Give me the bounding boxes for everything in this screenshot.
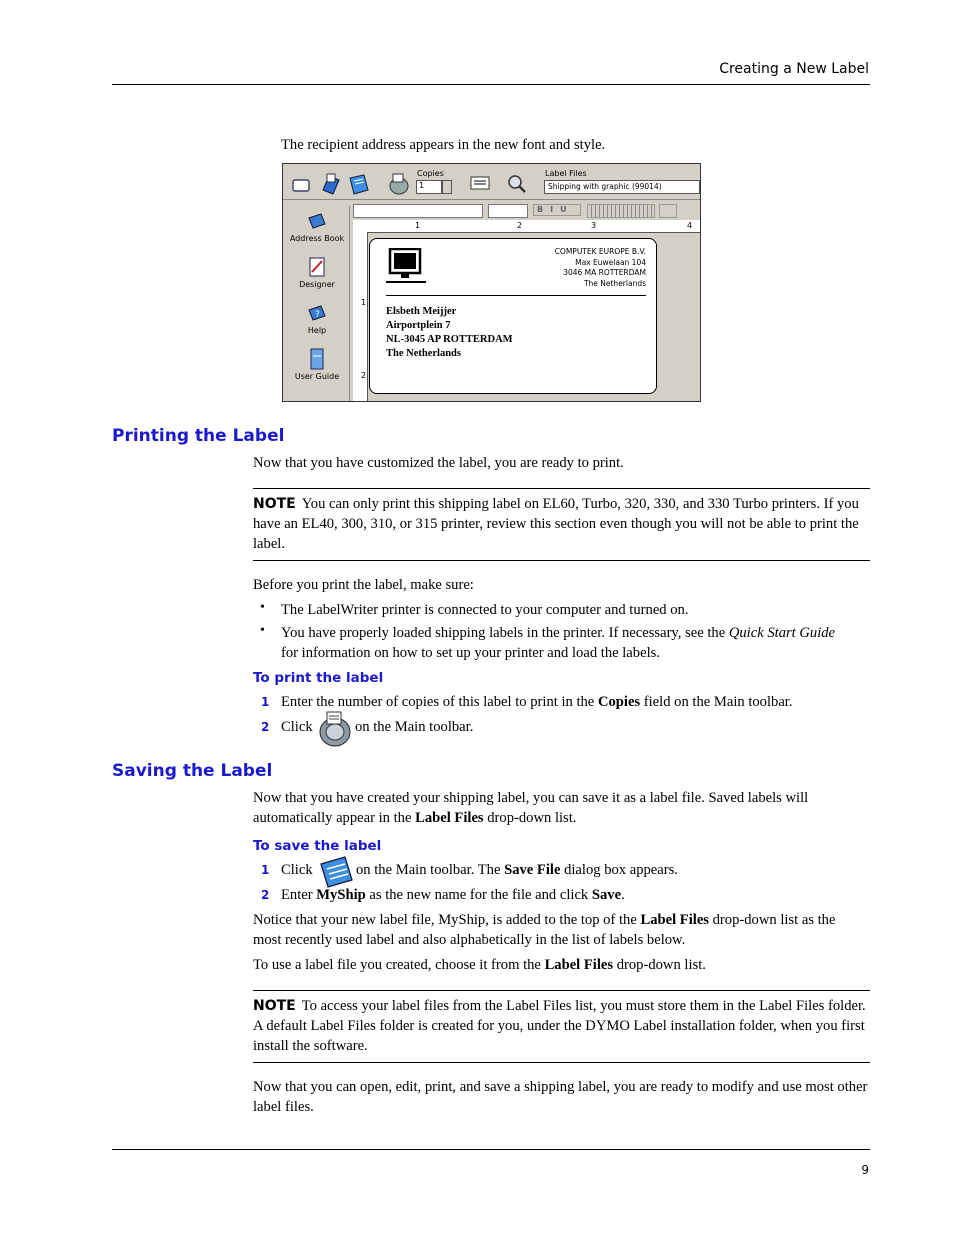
- save-step-1-tail: on the Main toolbar. The Save File dialog box appears.: [356, 862, 678, 878]
- intro-text: The recipient address appears in the new font and style.: [281, 137, 606, 153]
- footer-rule: [112, 1149, 870, 1150]
- saving-intro: Now that you have created your shipping label, you can save it as a label file. Saved labels will automatically appear in the Label Files drop-down list.: [253, 790, 809, 826]
- note-rule-top: [253, 990, 870, 991]
- note-rule-top: [253, 488, 870, 489]
- save-icon: [347, 172, 369, 194]
- app-screenshot: [282, 163, 701, 402]
- header-rule: [112, 84, 870, 85]
- sidebar: [285, 206, 350, 401]
- preview-icon: [505, 172, 527, 194]
- copies-label: Copies: [417, 169, 444, 178]
- style-buttons[interactable]: BIU: [533, 204, 581, 216]
- horizontal-ruler: 1 2 3 4: [353, 220, 700, 233]
- print-icon: [387, 172, 409, 194]
- step-number: 1: [261, 695, 270, 709]
- procedure-heading-print: To print the label: [253, 670, 384, 686]
- label-divider: [386, 295, 646, 296]
- label-tape-icon: [469, 172, 491, 194]
- closing-text: Now that you can open, edit, print, and save a shipping label, you are ready to modify and use most other label files.: [253, 1079, 868, 1115]
- sidebar-item-user-guide[interactable]: User Guide: [285, 348, 349, 381]
- toolbar-divider: [283, 199, 700, 200]
- note-rule-bottom: [253, 1062, 870, 1063]
- font-select[interactable]: [353, 204, 483, 218]
- new-label-icon: [291, 174, 313, 196]
- computer-graphic: [386, 248, 426, 293]
- label-files-dropdown[interactable]: Shipping with graphic (99014): [544, 180, 700, 194]
- sidebar-item-designer[interactable]: Designer: [285, 256, 349, 289]
- vertical-ruler: 1 2: [353, 232, 368, 401]
- format-button[interactable]: [659, 204, 677, 218]
- saving-para-2: To use a label file you created, choose it from the Label Files drop-down list.: [253, 957, 706, 973]
- print-icon: [317, 710, 353, 753]
- procedure-heading-save: To save the label: [253, 838, 382, 854]
- running-header: Creating a New Label: [719, 61, 869, 77]
- open-icon: [319, 172, 341, 194]
- bullet-icon: •: [260, 600, 265, 615]
- note-printing: NOTE You can only print this shipping label on EL60, Turbo, 320, 330, and 330 Turbo printers. If you have an EL40, 300, 310, or 315 printer, review this section even though you will not be able to print the label.: [253, 496, 859, 552]
- bullet-icon: •: [260, 623, 265, 638]
- step-number: 2: [261, 720, 270, 734]
- print-step-1: Enter the number of copies of this label to print in the Copies field on the Main toolbar.: [281, 694, 793, 710]
- bullet-2: You have properly loaded shipping labels in the printer. If necessary, see the Quick Start Guide for information on how to set up your printer and load the labels.: [281, 625, 836, 661]
- page-number: 9: [861, 1163, 869, 1177]
- before-text: Before you print the label, make sure:: [253, 577, 474, 593]
- step-number: 2: [261, 888, 270, 902]
- label-files-label: Label Files: [545, 169, 587, 178]
- section-heading-saving: Saving the Label: [112, 761, 273, 781]
- step-number: 1: [261, 863, 270, 877]
- save-step-2: Enter MyShip as the new name for the file and click Save.: [281, 887, 625, 903]
- save-step-1: Click: [281, 862, 313, 878]
- align-buttons[interactable]: [587, 204, 655, 218]
- sender-address: COMPUTEK EUROPE B.V. Max Euwelaan 104 3046 MA ROTTERDAM The Netherlands: [554, 247, 646, 288]
- recipient-address: Elsbeth Meijjer Airportplein 7 NL-3045 AP ROTTERDAM The Netherlands: [386, 306, 513, 359]
- section-heading-printing: Printing the Label: [112, 426, 285, 446]
- print-step-2: Click: [281, 719, 313, 735]
- copies-input[interactable]: 1: [416, 180, 442, 194]
- label-canvas: [369, 238, 657, 394]
- note-rule-bottom: [253, 560, 870, 561]
- note-saving: NOTE To access your label files from the Label Files list, you must store them in the Label Files folder. A default Label Files folder is created for you, under the DYMO Label installation folder, when you first install the software.: [253, 998, 866, 1054]
- sidebar-item-help[interactable]: ? Help: [285, 302, 349, 335]
- svg-text:?: ?: [315, 310, 320, 320]
- sidebar-item-address-book[interactable]: Address Book: [285, 212, 349, 243]
- saving-para-1: Notice that your new label file, MyShip, is added to the top of the Label Files drop-down list as the most recently used label and also alphabetically in the list of labels below.: [253, 912, 836, 948]
- print-step-2-tail: on the Main toolbar.: [355, 719, 474, 735]
- bullet-1: The LabelWriter printer is connected to your computer and turned on.: [281, 602, 689, 618]
- size-select[interactable]: [488, 204, 528, 218]
- copies-stepper[interactable]: [442, 180, 452, 194]
- printing-intro: Now that you have customized the label, you are ready to print.: [253, 455, 624, 471]
